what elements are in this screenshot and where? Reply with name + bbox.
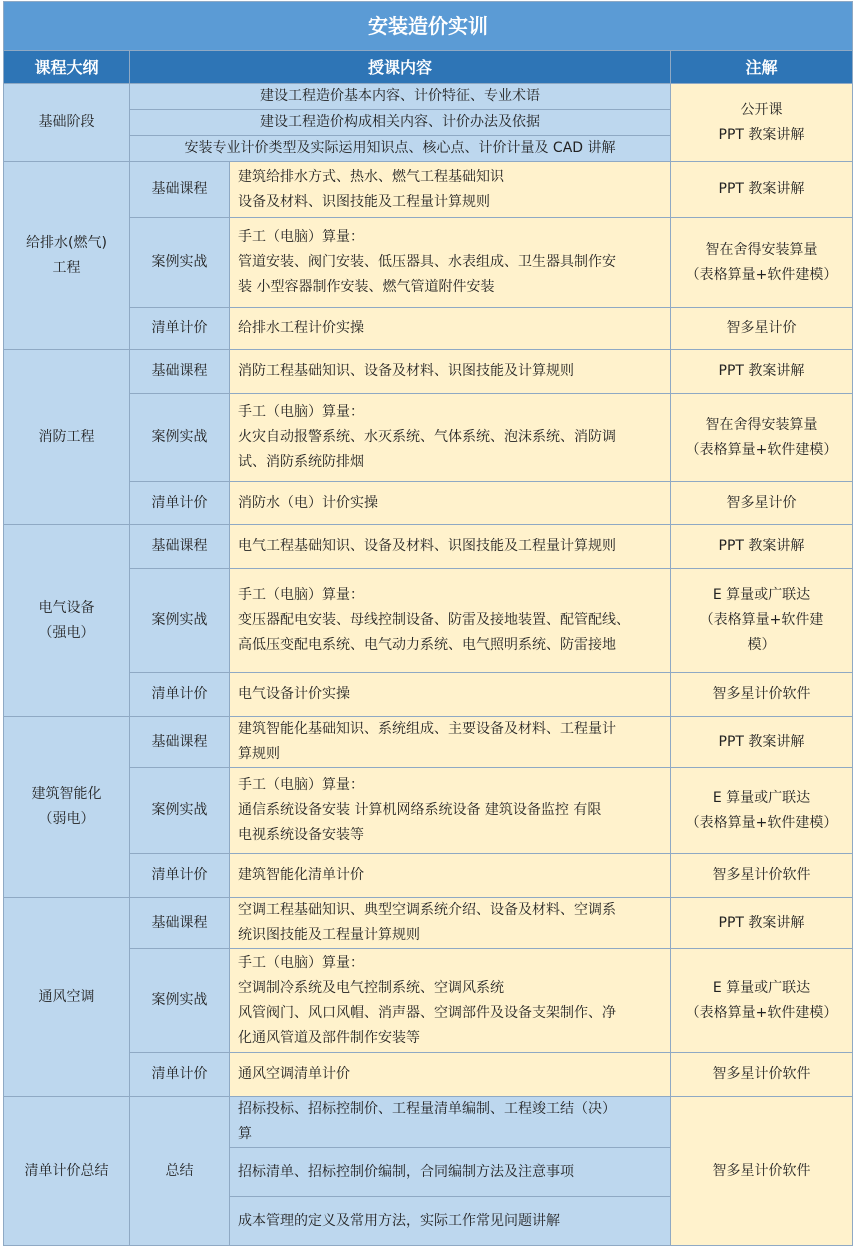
section-name-cell: [4, 350, 130, 525]
course-content-cell: [230, 717, 671, 768]
course-type-cell: 基础课程: [130, 350, 230, 394]
course-note-cell: [671, 1053, 853, 1097]
course-type-cell: 基础课程: [130, 525, 230, 569]
content-line: 手工（电脑）算量：: [238, 954, 364, 971]
content-line: 建筑智能化清单计价: [238, 867, 364, 883]
content-line: 通风空调清单计价: [238, 1066, 350, 1082]
course-content-cell: [230, 162, 671, 218]
summary-line: 招标清单、招标控制价编制，合同编制方法及注意事项: [238, 1164, 574, 1180]
note-line: 智多星计价软件: [712, 1066, 811, 1082]
content-line: 统识图技能及工程量计算规则: [238, 927, 420, 943]
basic-content-cell: [130, 84, 671, 162]
summary-line: 成本管理的定义及常用方法，实际工作常见问题讲解: [238, 1213, 560, 1229]
section-name-line: 电气设备: [38, 599, 95, 616]
content-line: 设备及材料、识图技能及工程量计算规则: [238, 193, 490, 210]
note-line: （表格算量+软件建模）: [685, 1004, 838, 1021]
course-content-cell: [230, 482, 671, 525]
note-line: （表格算量+软件建模）: [685, 814, 838, 831]
course-content-cell: [230, 1053, 671, 1097]
course-type-cell: 基础课程: [130, 162, 230, 218]
content-line: 电视系统设备安装等: [238, 827, 364, 843]
course-note-cell: [671, 854, 853, 898]
course-content-cell: [230, 673, 671, 717]
course-type-cell: 案例实战: [130, 394, 230, 482]
note-line: 模）: [747, 637, 776, 653]
course-type-cell: 案例实战: [130, 569, 230, 673]
note-line: PPT 教案讲解: [718, 126, 805, 143]
course-content-cell: [230, 394, 671, 482]
content-line: 变压器配电安装、母线控制设备、防雷及接地装置、配管配线、: [238, 612, 630, 628]
content-line: 建筑给排水方式、热水、燃气工程基础知识: [238, 168, 504, 185]
content-line: 电气设备计价实操: [238, 686, 350, 702]
section-name-cell: [4, 162, 130, 350]
section-name-line: 通风空调: [38, 988, 95, 1005]
basic-note-cell: [671, 84, 853, 162]
note-line: E 算量或广联达: [712, 587, 811, 603]
section-name-line: （强电）: [38, 624, 95, 641]
summary-item: [230, 1197, 670, 1245]
section-name-line: 工程: [52, 259, 81, 276]
course-note-cell: [671, 717, 853, 768]
summary-type-cell: 总结: [130, 1097, 230, 1246]
content-line: 化通风管道及部件制作安装等: [238, 1029, 420, 1046]
note-line: E 算量或广联达: [712, 979, 811, 996]
note-line: 公开课: [740, 101, 783, 118]
course-type-cell: 基础课程: [130, 717, 230, 768]
note-line: E 算量或广联达: [712, 789, 811, 806]
course-note-cell: [671, 350, 853, 394]
course-type-cell: 清单计价: [130, 482, 230, 525]
header-outline: 课程大纲: [4, 51, 130, 84]
content-line: 算规则: [238, 746, 280, 762]
content-line: 手工（电脑）算量：: [238, 777, 364, 793]
course-type-cell: 清单计价: [130, 854, 230, 898]
content-line: 消防工程基础知识、设备及材料、识图技能及计算规则: [238, 363, 574, 379]
course-note-cell: [671, 394, 853, 482]
content-line: 通信系统设备安装 计算机网络系统设备 建筑设备监控 有限: [238, 802, 602, 818]
content-line: 火灾自动报警系统、水灭系统、气体系统、泡沫系统、消防调: [238, 429, 616, 445]
note-line: （表格算量+软件建: [699, 612, 824, 628]
note-line: PPT 教案讲解: [718, 181, 805, 197]
note-line: （表格算量+软件建模）: [685, 441, 838, 458]
note-line: PPT 教案讲解: [718, 538, 805, 554]
course-note-cell: [671, 218, 853, 308]
curriculum-table: [3, 1, 853, 1246]
course-content-cell: [230, 768, 671, 854]
content-line: 试、消防系统防排烟: [238, 454, 364, 470]
content-line: 消防水（电）计价实操: [238, 494, 378, 511]
note-line: PPT 教案讲解: [718, 914, 805, 931]
course-content-cell: [230, 308, 671, 350]
course-note-cell: [671, 308, 853, 350]
content-line: 给排水工程计价实操: [238, 320, 364, 336]
course-type-cell: 案例实战: [130, 949, 230, 1053]
course-content-cell: [230, 949, 671, 1053]
course-content-cell: [230, 218, 671, 308]
summary-note-cell: 智多星计价软件: [671, 1097, 853, 1246]
section-name-cell: [4, 525, 130, 717]
note-line: 智多星计价: [726, 320, 797, 336]
section-name-line: 给排水(燃气): [26, 234, 107, 251]
note-line: 智多星计价软件: [712, 867, 811, 883]
section-name-line: （弱电）: [38, 811, 95, 827]
summary-line: 算: [238, 1126, 252, 1142]
summary-name-cell: 清单计价总结: [4, 1097, 130, 1246]
summary-item: [230, 1147, 670, 1197]
course-type-cell: 清单计价: [130, 673, 230, 717]
note-line: 智多星计价: [726, 494, 797, 511]
course-content-cell: [230, 569, 671, 673]
course-note-cell: [671, 898, 853, 949]
basic-line: 安装专业计价类型及实际运用知识点、核心点、计价计量及 CAD 讲解: [130, 135, 670, 161]
note-line: PPT 教案讲解: [718, 733, 805, 750]
content-line: 手工（电脑）算量：: [238, 404, 364, 420]
content-line: 高低压变配电系统、电气动力系统、电气照明系统、防雷接地: [238, 637, 616, 653]
note-line: PPT 教案讲解: [718, 363, 805, 379]
section-name-cell: [4, 898, 130, 1097]
content-line: 电气工程基础知识、设备及材料、识图技能及工程量计算规则: [238, 538, 616, 554]
course-type-cell: 清单计价: [130, 1053, 230, 1097]
course-content-cell: [230, 898, 671, 949]
content-line: 手工（电脑）算量：: [238, 587, 364, 603]
summary-content-cell: [230, 1097, 671, 1246]
content-line: 空调工程基础知识、典型空调系统介绍、设备及材料、空调系: [238, 902, 616, 918]
section-name-cell: [4, 717, 130, 898]
section-name-line: 建筑智能化: [31, 786, 102, 802]
note-line: 智在舍得安装算量: [705, 241, 818, 258]
course-note-cell: [671, 768, 853, 854]
content-line: 建筑智能化基础知识、系统组成、主要设备及材料、工程量计: [238, 721, 616, 737]
course-note-cell: [671, 525, 853, 569]
course-type-cell: 基础课程: [130, 898, 230, 949]
course-note-cell: [671, 569, 853, 673]
course-type-cell: 清单计价: [130, 308, 230, 350]
header-notes: 注解: [671, 51, 853, 84]
content-line: 装 小型容器制作安装、燃气管道附件安装: [238, 279, 495, 295]
content-line: 风管阀门、风口风帽、消声器、空调部件及设备支架制作、净: [238, 1004, 616, 1021]
page-title: 安装造价实训: [4, 2, 853, 51]
summary-item: [230, 1097, 670, 1147]
content-line: 空调制冷系统及电气控制系统、空调风系统: [238, 979, 504, 996]
header-content: 授课内容: [130, 51, 671, 84]
course-content-cell: [230, 525, 671, 569]
section-name-line: 消防工程: [38, 428, 95, 445]
basic-line: 建设工程造价构成相关内容、计价办法及依据: [130, 109, 670, 135]
note-line: 智多星计价软件: [712, 686, 811, 702]
course-content-cell: [230, 350, 671, 394]
course-type-cell: 案例实战: [130, 768, 230, 854]
course-note-cell: [671, 482, 853, 525]
course-note-cell: [671, 949, 853, 1053]
content-line: 手工（电脑）算量：: [238, 229, 364, 245]
basic-line: 建设工程造价基本内容、计价特征、专业术语: [260, 88, 540, 104]
course-type-cell: 案例实战: [130, 218, 230, 308]
content-line: 管道安装、阀门安装、低压器具、水表组成、卫生器具制作安: [238, 254, 616, 270]
course-note-cell: [671, 162, 853, 218]
note-line: 智在舍得安装算量: [705, 416, 818, 433]
note-line: （表格算量+软件建模）: [685, 266, 838, 283]
course-note-cell: [671, 673, 853, 717]
basic-stage-cell: 基础阶段: [4, 84, 130, 162]
summary-line: 招标投标、招标控制价、工程量清单编制、工程竣工结（决）: [238, 1101, 616, 1117]
course-content-cell: [230, 854, 671, 898]
